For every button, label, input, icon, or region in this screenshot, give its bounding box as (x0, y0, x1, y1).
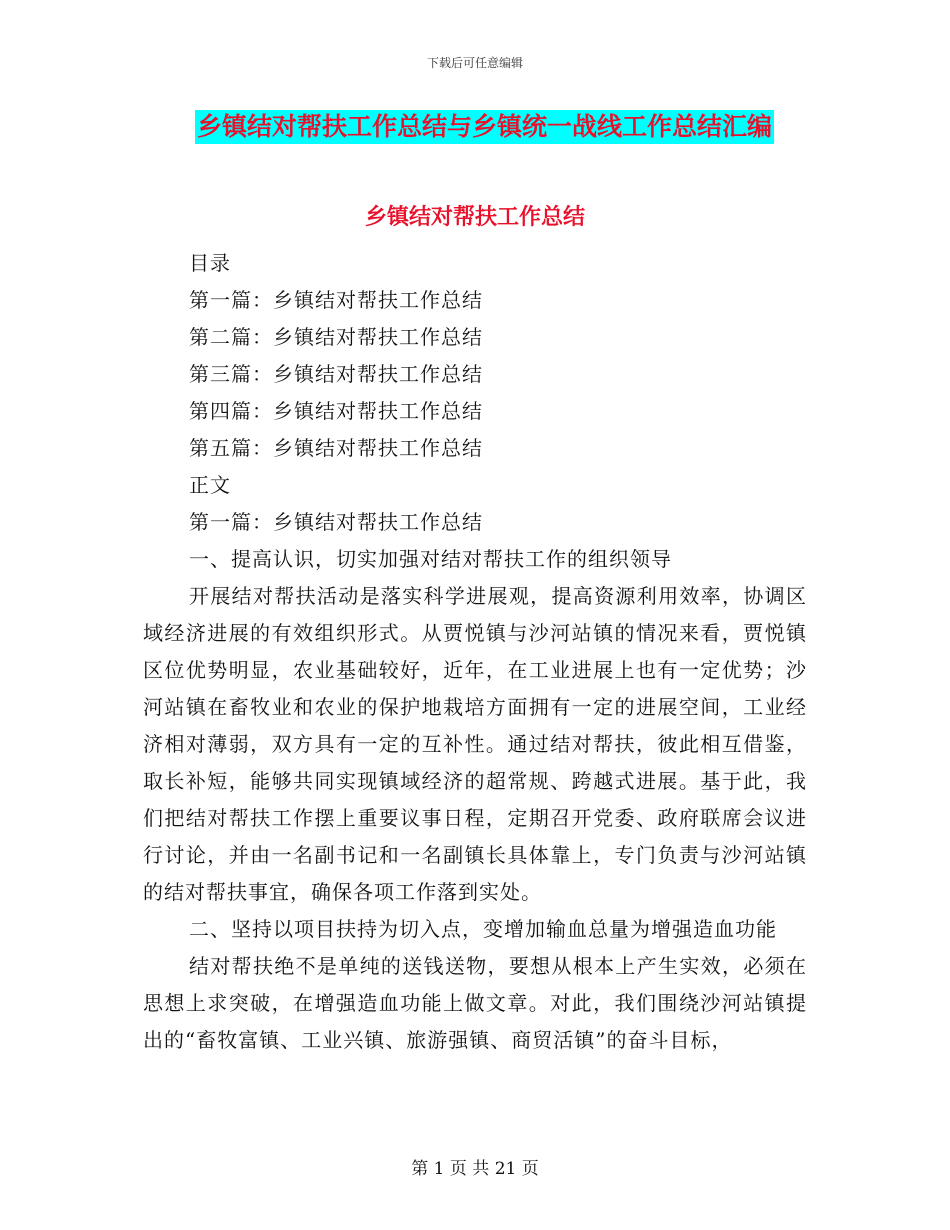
toc-item: 第四篇：乡镇结对帮扶工作总结 (189, 399, 483, 423)
section-2-heading: 二、坚持以项目扶持为切入点，变增加输血总量为增强造血功能 (189, 917, 777, 941)
body-heading: 正文 (189, 473, 231, 497)
section-2-paragraph: 结对帮扶绝不是单纯的送钱送物，要想从根本上产生实效，必须在思想上求突破，在增强造血功能上做文章。对此，我们围绕沙河站镇提出的“畜牧富镇、工业兴镇、旅游强镇、商贸活镇”的奋斗目标， (143, 954, 807, 1052)
toc-item: 第五篇：乡镇结对帮扶工作总结 (189, 436, 483, 460)
toc-item: 第一篇：乡镇结对帮扶工作总结 (189, 288, 483, 312)
section-1-paragraph: 开展结对帮扶活动是落实科学进展观，提高资源利用效率，协调区域经济进展的有效组织形式。从贾悦镇与沙河站镇的情况来看，贾悦镇区位优势明显，农业基础较好，近年，在工业进展上也有一定优势；沙河站镇在畜牧业和农业的保护地栽培方面拥有一定的进展空间，工业经济相对薄弱，双方具有一定的互补性。通过结对帮扶，彼此相互借鉴，取长补短，能够共同实现镇域经济的超常规、跨越式进展。基于此，我们把结对帮扶工作摆上重要议事日程，定期召开党委、政府联席会议进行讨论，并由一名副书记和一名副镇长具体靠上，专门负责与沙河站镇的结对帮扶事宜，确保各项工作落到实处。 (143, 584, 807, 904)
toc-heading: 目录 (189, 251, 231, 275)
document-main-title: 乡镇结对帮扶工作总结与乡镇统一战线工作总结汇编 (195, 110, 774, 144)
chapter-title: 第一篇：乡镇结对帮扶工作总结 (189, 510, 483, 534)
toc-item: 第三篇：乡镇结对帮扶工作总结 (189, 362, 483, 386)
section-title: 乡镇结对帮扶工作总结 (364, 205, 585, 230)
page-footer: 第 1 页 共 21 页 (411, 1159, 539, 1179)
toc-item: 第二篇：乡镇结对帮扶工作总结 (189, 325, 483, 349)
page-header-note: 下载后可任意编辑 (426, 56, 523, 70)
section-1-heading: 一、提高认识，切实加强对结对帮扶工作的组织领导 (189, 547, 672, 571)
document-body (143, 245, 807, 1059)
